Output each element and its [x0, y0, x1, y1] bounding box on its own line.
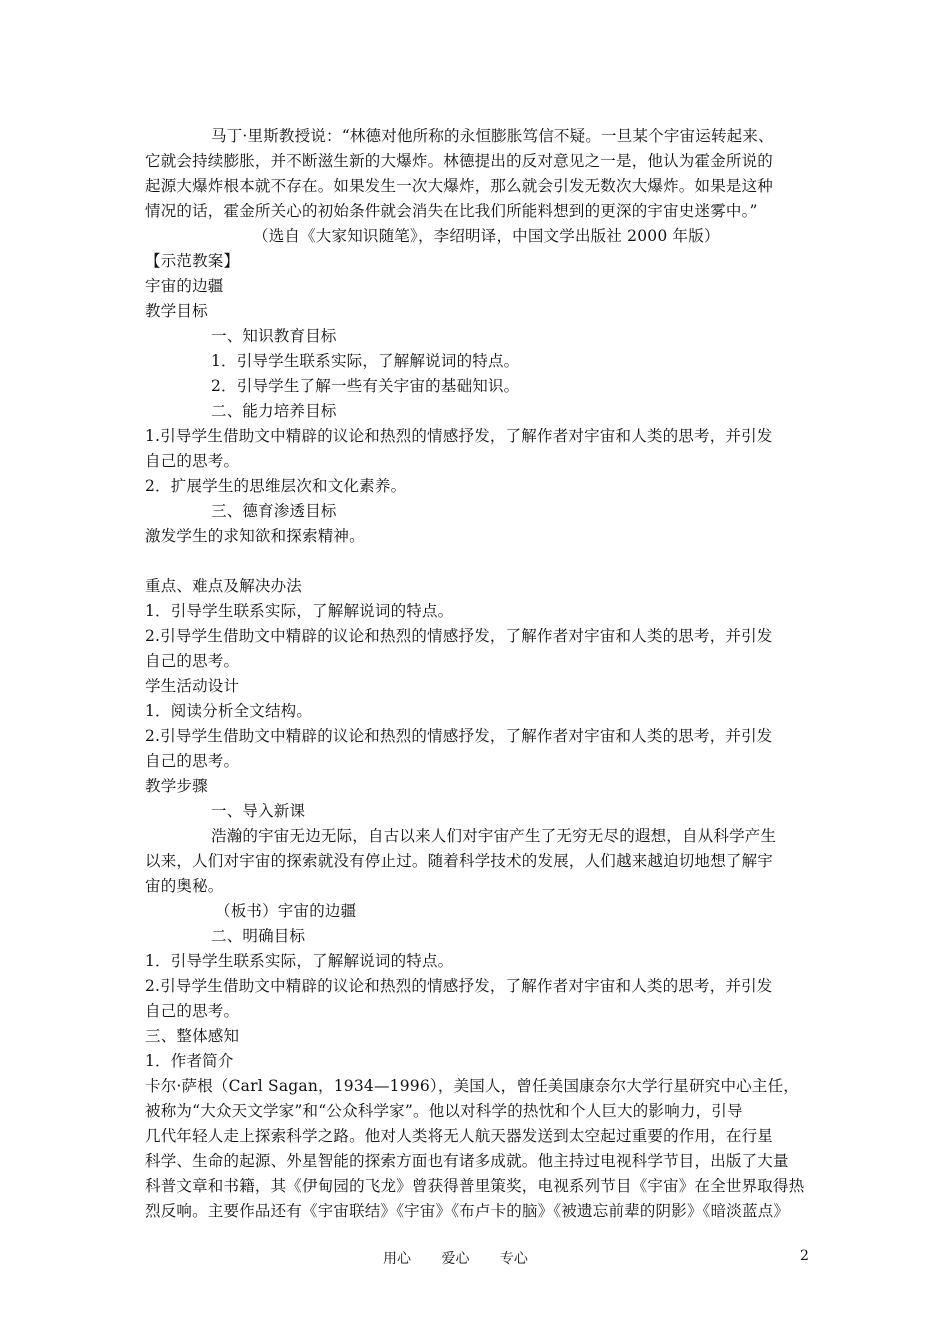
quote-line: 情况的话，霍金所关心的初始条件就会消失在比我们所能料想到的更深的宇宙史迷雾中。”: [145, 202, 758, 220]
bio-line: 科普文章和书籍，其《伊甸园的飞龙》曾获得普里策奖，电视系列节目《宇宙》在全世界取得热: [145, 1177, 805, 1195]
subheading: 一、导入新课: [211, 802, 306, 820]
list-item-cont: 自己的思考。: [145, 1002, 240, 1020]
list-item: 2．扩展学生的思维层次和文化素养。: [145, 477, 407, 495]
paragraph: 浩瀚的宇宙无边无际，自古以来人们对宇宙产生了无穷无尽的遐想，自从科学产生: [211, 827, 777, 845]
paragraph: 宙的奥秘。: [145, 877, 224, 895]
quote-line: 马丁·里斯教授说：“林德对他所称的永恒膨胀笃信不疑。一旦某个宇宙运转起来、: [211, 127, 774, 145]
section-heading: 教学目标: [145, 302, 208, 320]
section-heading: 学生活动设计: [145, 677, 240, 695]
board-note: （板书）宇宙的边疆: [215, 902, 357, 920]
quote-line: 起源大爆炸根本就不存在。如果发生一次大爆炸，那么就会引发无数次大爆炸。如果是这种: [145, 177, 774, 195]
bio-line: 被称为“大众天文学家”和“公众科学家”。他以对科学的热忱和个人巨大的影响力，引导: [145, 1102, 743, 1120]
bio-line: 烈反响。主要作品还有《宇宙联结》《宇宙》《布卢卡的脑》《被遗忘前辈的阴影》《暗淡蓝点》: [145, 1202, 790, 1220]
list-item: 2.引导学生借助文中精辟的议论和热烈的情感抒发，了解作者对宇宙和人类的思考，并引发: [145, 977, 773, 995]
bio-line: 卡尔·萨根（Carl Sagan，1934—1996），美国人，曾任美国康奈尔大学行星研究中心主任，: [145, 1077, 799, 1095]
motto-word: 用心: [383, 1251, 411, 1267]
section-heading: 教学步骤: [145, 777, 208, 795]
section-heading: 三、整体感知: [145, 1027, 240, 1045]
subheading: 三、德育渗透目标: [211, 502, 337, 520]
motto-word: 专心: [499, 1251, 528, 1267]
subheading: 二、明确目标: [211, 927, 306, 945]
page-number: 2: [800, 1248, 809, 1264]
section-heading: 【示范教案】: [145, 252, 240, 270]
lesson-title: 宇宙的边疆: [145, 277, 224, 295]
list-item: 1.引导学生借助文中精辟的议论和热烈的情感抒发，了解作者对宇宙和人类的思考，并引发: [145, 427, 773, 445]
source-citation: （选自《大家知识随笔》，李绍明译，中国文学出版社 2000 年版）: [253, 227, 720, 245]
list-item-cont: 自己的思考。: [145, 752, 240, 770]
quote-line: 它就会持续膨胀，并不断滋生新的大爆炸。林德提出的反对意见之一是，他认为霍金所说的: [145, 152, 774, 170]
document-body: [145, 124, 813, 1224]
list-item: 1．引导学生联系实际，了解解说词的特点。: [145, 602, 454, 620]
subheading: 二、能力培养目标: [211, 402, 337, 420]
spacer: [145, 549, 813, 574]
bio-line: 几代年轻人走上探索科学之路。他对人类将无人航天器发送到太空起过重要的作用，在行星: [145, 1127, 774, 1145]
list-item-cont: 自己的思考。: [145, 652, 240, 670]
list-item: 2．引导学生了解一些有关宇宙的基础知识。: [211, 377, 520, 395]
paragraph: 以来，人们对宇宙的探索就没有停止过。随着科学技术的发展，人们越来越迫切地想了解宇: [145, 852, 774, 870]
subheading: 一、知识教育目标: [211, 327, 337, 345]
motto-word: 爱心: [441, 1251, 470, 1267]
list-item-cont: 自己的思考。: [145, 452, 240, 470]
list-item: 1．阅读分析全文结构。: [145, 702, 313, 720]
list-item: 1．引导学生联系实际，了解解说词的特点。: [211, 352, 520, 370]
bio-line: 科学、生命的起源、外星智能的探索方面也有诸多成就。他主持过电视科学节目，出版了大量: [145, 1152, 789, 1170]
list-item: 1．作者简介: [145, 1052, 234, 1070]
list-item: 1．引导学生联系实际，了解解说词的特点。: [145, 952, 454, 970]
list-item: 2.引导学生借助文中精辟的议论和热烈的情感抒发，了解作者对宇宙和人类的思考，并引发: [145, 727, 773, 745]
footer-motto: [383, 1248, 554, 1268]
paragraph: 激发学生的求知欲和探索精神。: [145, 527, 365, 545]
section-heading: 重点、难点及解决办法: [145, 577, 303, 595]
list-item: 2.引导学生借助文中精辟的议论和热烈的情感抒发，了解作者对宇宙和人类的思考，并引发: [145, 627, 773, 645]
